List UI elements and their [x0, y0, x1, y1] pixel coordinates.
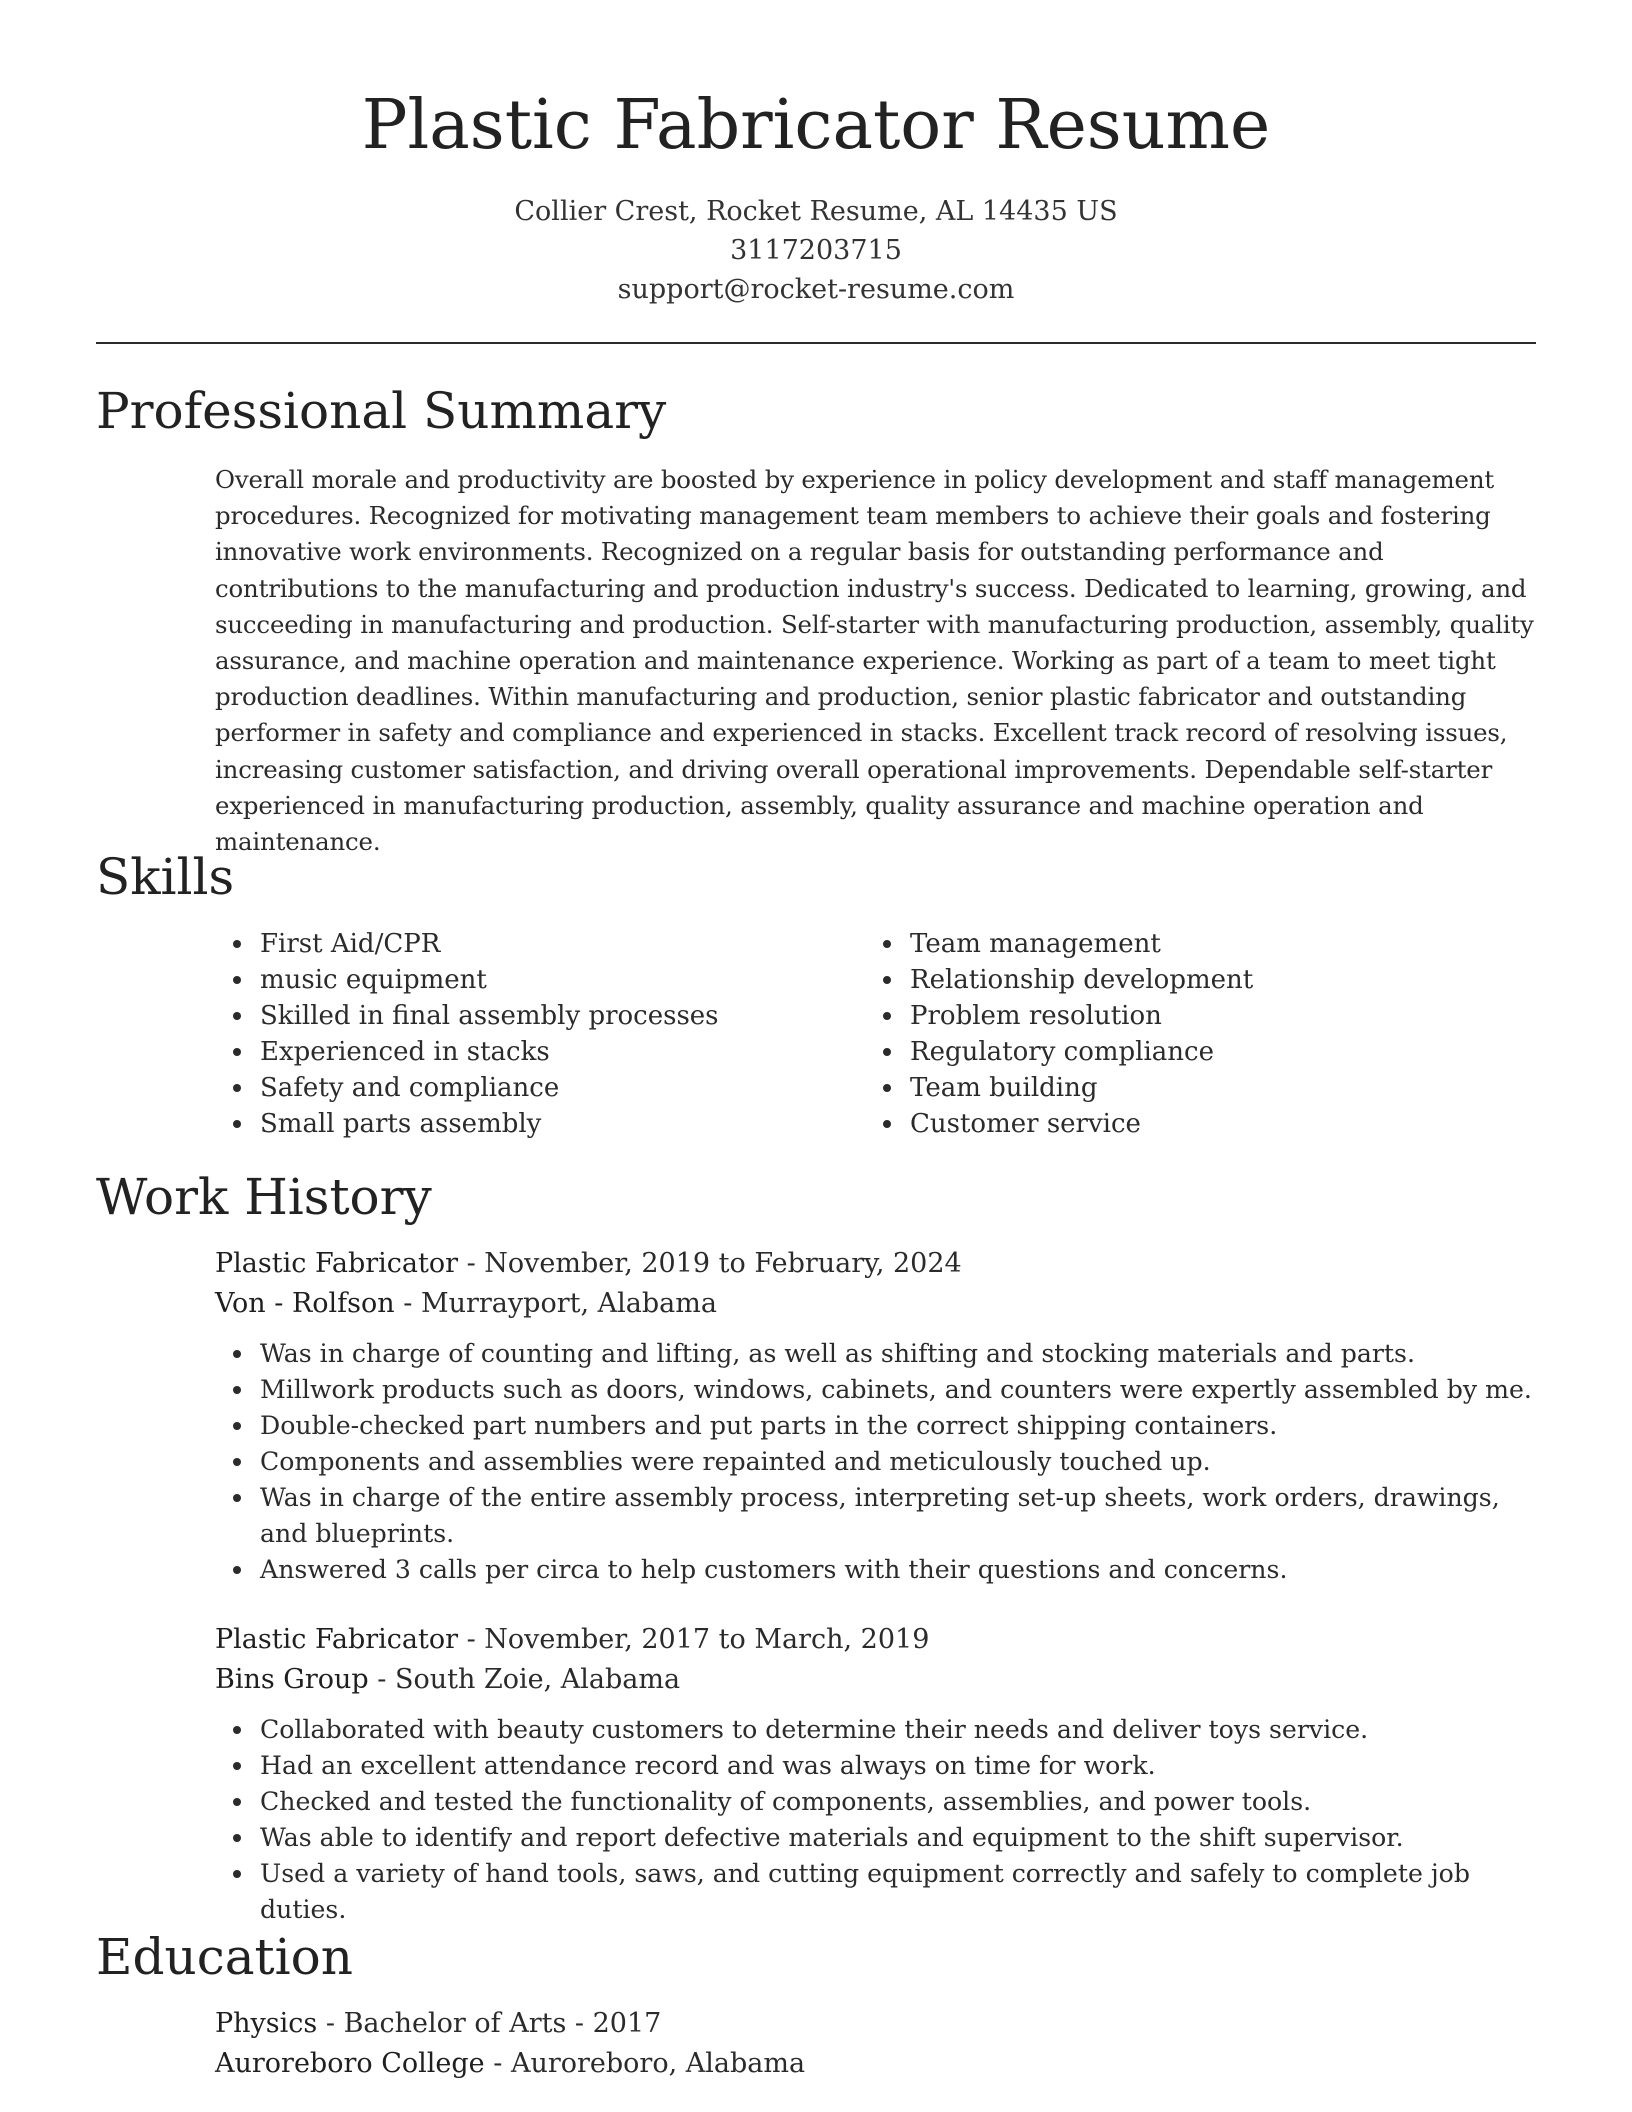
- skills-column-right: [865, 926, 1253, 1142]
- job-duty-item: Double-checked part numbers and put parts in the correct shipping containers.: [260, 1408, 1543, 1444]
- job-duty-item: Had an excellent attendance record and was always on time for work.: [260, 1748, 1543, 1784]
- skill-item: Team building: [910, 1070, 1253, 1106]
- job-title-line: [215, 1244, 1543, 1284]
- job-duty-item: Checked and tested the functionality of components, assemblies, and power tools.: [260, 1784, 1543, 1820]
- job-company: Bins Group: [215, 1664, 369, 1695]
- job-duties: [215, 1712, 1543, 1928]
- job-role: Plastic Fabricator: [215, 1624, 458, 1655]
- skill-item: Small parts assembly: [260, 1106, 719, 1142]
- job-role: Plastic Fabricator: [215, 1248, 458, 1279]
- skill-item: Customer service: [910, 1106, 1253, 1142]
- contact-address: Collier Crest, Rocket Resume, AL 14435 US: [514, 196, 1118, 227]
- skills-heading: Skills: [96, 848, 235, 906]
- job-company-line: [215, 1660, 1543, 1700]
- skill-item: Skilled in final assembly processes: [260, 998, 719, 1034]
- job-company-line: [215, 1284, 1543, 1324]
- skills-column-left: [215, 926, 719, 1142]
- header-divider: [96, 342, 1536, 344]
- skill-item: First Aid/CPR: [260, 926, 719, 962]
- skill-item: Regulatory compliance: [910, 1034, 1253, 1070]
- education-degree-year: - Bachelor of Arts - 2017: [317, 2008, 662, 2039]
- job-title-line: [215, 1620, 1543, 1660]
- contact-phone: 3117203715: [730, 235, 902, 266]
- skill-item: music equipment: [260, 962, 719, 998]
- job-duties: [215, 1336, 1543, 1588]
- education-degree-line: [215, 2004, 1543, 2044]
- job-company: Von - Rolfson: [215, 1288, 395, 1319]
- job-dates: - November, 2019 to February, 2024: [458, 1248, 962, 1279]
- work-history-heading: Work History: [96, 1168, 432, 1226]
- contact-email: support@rocket-resume.com: [617, 274, 1015, 305]
- skill-item: Problem resolution: [910, 998, 1253, 1034]
- skill-item: Relationship development: [910, 962, 1253, 998]
- job-entry: [215, 1620, 1543, 1928]
- education-school-line: [215, 2044, 1543, 2084]
- resume-title: Plastic Fabricator Resume: [361, 86, 1271, 165]
- job-duty-item: Was able to identify and report defective materials and equipment to the shift supervisor.: [260, 1820, 1543, 1856]
- skill-item: Team management: [910, 926, 1253, 962]
- job-dates: - November, 2017 to March, 2019: [458, 1624, 930, 1655]
- summary-heading: Professional Summary: [96, 382, 667, 440]
- job-duty-item: Was in charge of counting and lifting, as well as shifting and stocking materials and parts.: [260, 1336, 1543, 1372]
- job-duty-item: Millwork products such as doors, windows, cabinets, and counters were expertly assembled by me.: [260, 1372, 1543, 1408]
- skill-item: Experienced in stacks: [260, 1034, 719, 1070]
- skill-item: Safety and compliance: [260, 1070, 719, 1106]
- job-duty-item: Was in charge of the entire assembly process, interpreting set-up sheets, work orders, drawings, and blueprints.: [260, 1480, 1543, 1552]
- summary-text: Overall morale and productivity are boosted by experience in policy development and staff management procedures. Recognized for motivating management team members to achieve their goals and fostering innovative work environments. Recognized on a regular basis for outstanding performance and contributions to the manufacturing and production industry's success. Dedicated to learning, growing, and succeeding in manufacturing and production. Self-starter with manufacturing production, assembly, quality assurance, and machine operation and maintenance experience. Working as part of a team to meet tight production deadlines. Within manufacturing and production, senior plastic fabricator and outstanding performer in safety and compliance and experienced in stacks. Excellent track record of resolving issues, increasing customer satisfaction, and driving overall operational improvements. Dependable self-starter experienced in manufacturing production, assembly, quality assurance and machine operation and maintenance.: [215, 465, 1534, 857]
- education-heading: Education: [96, 1928, 353, 1986]
- job-entry: [215, 1244, 1543, 1588]
- contact-info: [0, 192, 1632, 309]
- job-location: - South Zoie, Alabama: [368, 1664, 681, 1695]
- education-location: - Auroreboro, Alabama: [484, 2048, 806, 2079]
- resume-header: [0, 0, 1632, 309]
- education-entry: [215, 2004, 1543, 2084]
- job-duty-item: Used a variety of hand tools, saws, and cutting equipment correctly and safely to complete job duties.: [260, 1856, 1543, 1928]
- job-location: - Murrayport, Alabama: [394, 1288, 717, 1319]
- job-duty-item: Components and assemblies were repainted and meticulously touched up.: [260, 1444, 1543, 1480]
- job-duty-item: Collaborated with beauty customers to determine their needs and deliver toys service.: [260, 1712, 1543, 1748]
- education-school: Auroreboro College: [215, 2048, 485, 2079]
- job-duty-item: Answered 3 calls per circa to help customers with their questions and concerns.: [260, 1552, 1543, 1588]
- education-field: Physics: [215, 2008, 318, 2039]
